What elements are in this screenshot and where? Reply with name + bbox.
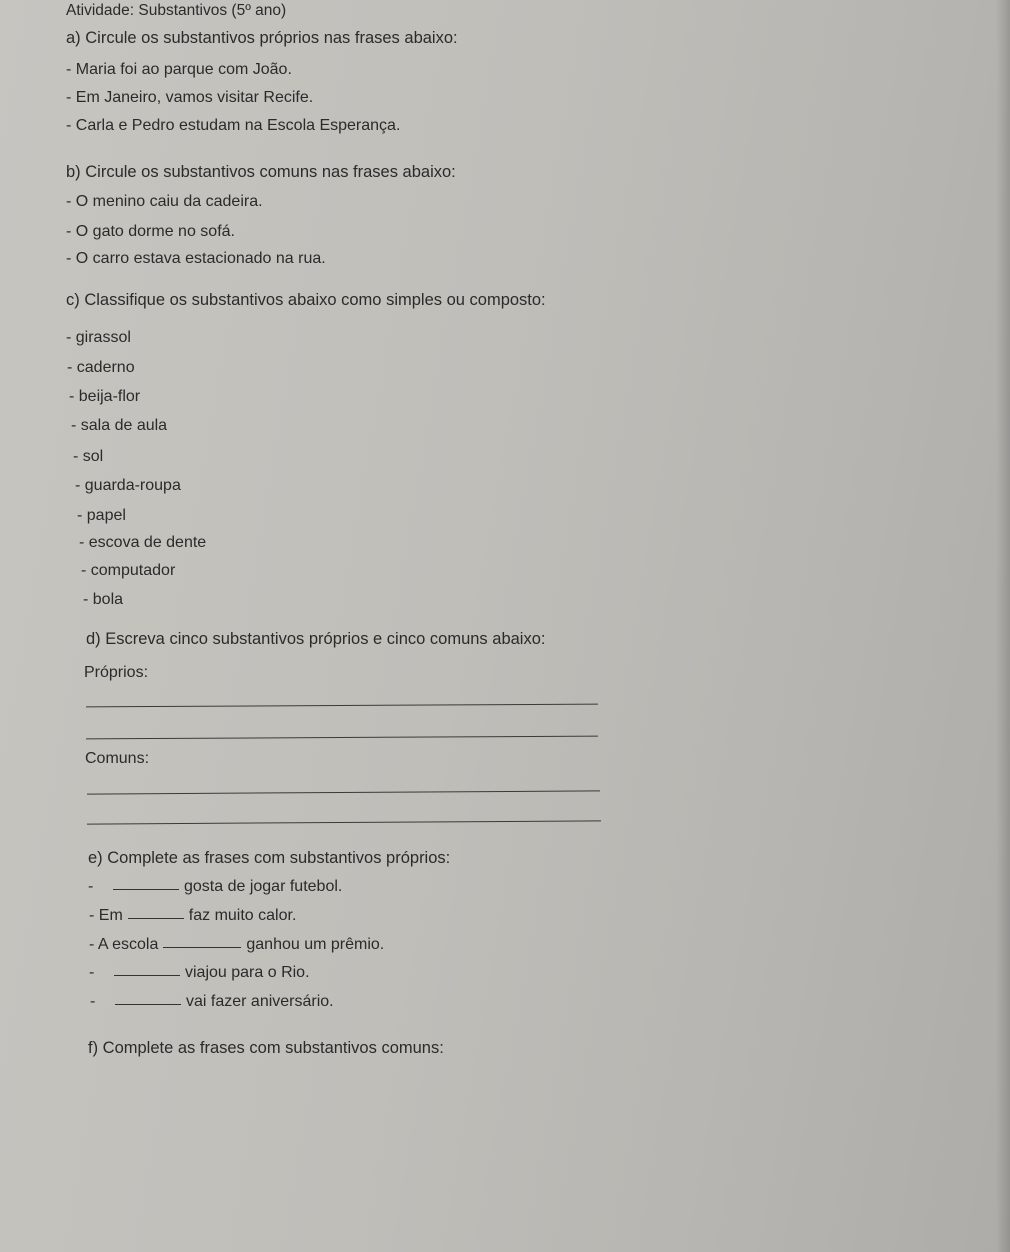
section-a-item: - Em Janeiro, vamos visitar Recife. (66, 89, 314, 106)
section-c-item: - caderno (67, 359, 135, 376)
section-d-instruction: d) Escreva cinco substantivos próprios e cinco comuns abaixo: (86, 630, 546, 648)
worksheet-title: Atividade: Substantivos (5º ano) (66, 2, 287, 19)
fill-sentence-prefix: - A escola (89, 936, 159, 953)
section-c-item: - sol (73, 448, 104, 465)
section-b-item: - O gato dorme no sofá. (66, 223, 235, 240)
section-c-item: - papel (77, 507, 126, 524)
section-c-item: - guarda-roupa (75, 477, 181, 494)
fill-sentence-prefix: - (90, 993, 96, 1010)
fill-blank[interactable] (128, 918, 184, 919)
section-e-instruction: e) Complete as frases com substantivos próprios: (88, 849, 451, 867)
fill-sentence-suffix: faz muito calor. (188, 907, 297, 924)
fill-sentence-suffix: ganhou um prêmio. (246, 936, 385, 953)
fill-sentence-prefix: - (89, 964, 95, 981)
fill-blank[interactable] (113, 889, 179, 890)
fill-sentence-prefix: - Em (89, 907, 123, 924)
fill-sentence (89, 937, 384, 953)
fill-sentence (89, 908, 296, 924)
fill-sentence (90, 994, 334, 1010)
fill-sentence-suffix: vai fazer aniversário. (186, 993, 334, 1010)
section-b-item: - O menino caiu da cadeira. (66, 193, 263, 210)
section-b-item: - O carro estava estacionado na rua. (66, 250, 326, 267)
page-shadow (996, 0, 1010, 1252)
answer-line[interactable] (86, 704, 598, 708)
section-c-instruction: c) Classifique os substantivos abaixo como simples ou composto: (66, 291, 546, 309)
section-c-item: - girassol (66, 329, 131, 346)
fill-blank[interactable] (163, 947, 241, 948)
fill-sentence (89, 965, 310, 981)
fill-sentence (88, 879, 342, 895)
section-c-item: - beija-flor (69, 388, 141, 405)
section-a-item: - Maria foi ao parque com João. (66, 61, 292, 78)
fill-sentence-prefix: - (88, 878, 94, 895)
fill-sentence-suffix: viajou para o Rio. (185, 964, 310, 981)
section-c-item: - sala de aula (71, 417, 168, 434)
section-a-instruction: a) Circule os substantivos próprios nas frases abaixo: (66, 29, 458, 47)
section-c-item: - computador (81, 562, 176, 579)
fill-sentence-suffix: gosta de jogar futebol. (184, 878, 343, 895)
section-f-instruction: f) Complete as frases com substantivos comuns: (88, 1039, 444, 1057)
section-b-instruction: b) Circule os substantivos comuns nas frases abaixo: (66, 163, 456, 181)
answer-line[interactable] (87, 820, 601, 824)
section-c-item: - escova de dente (79, 534, 207, 551)
fill-blank[interactable] (115, 1004, 181, 1005)
fill-blank[interactable] (114, 975, 180, 976)
section-c-item: - bola (83, 591, 124, 608)
proprios-label: Próprios: (84, 664, 149, 681)
comuns-label: Comuns: (85, 750, 150, 767)
answer-line[interactable] (87, 790, 600, 794)
answer-line[interactable] (86, 736, 598, 740)
section-a-item: - Carla e Pedro estudam na Escola Esperança. (66, 117, 401, 134)
